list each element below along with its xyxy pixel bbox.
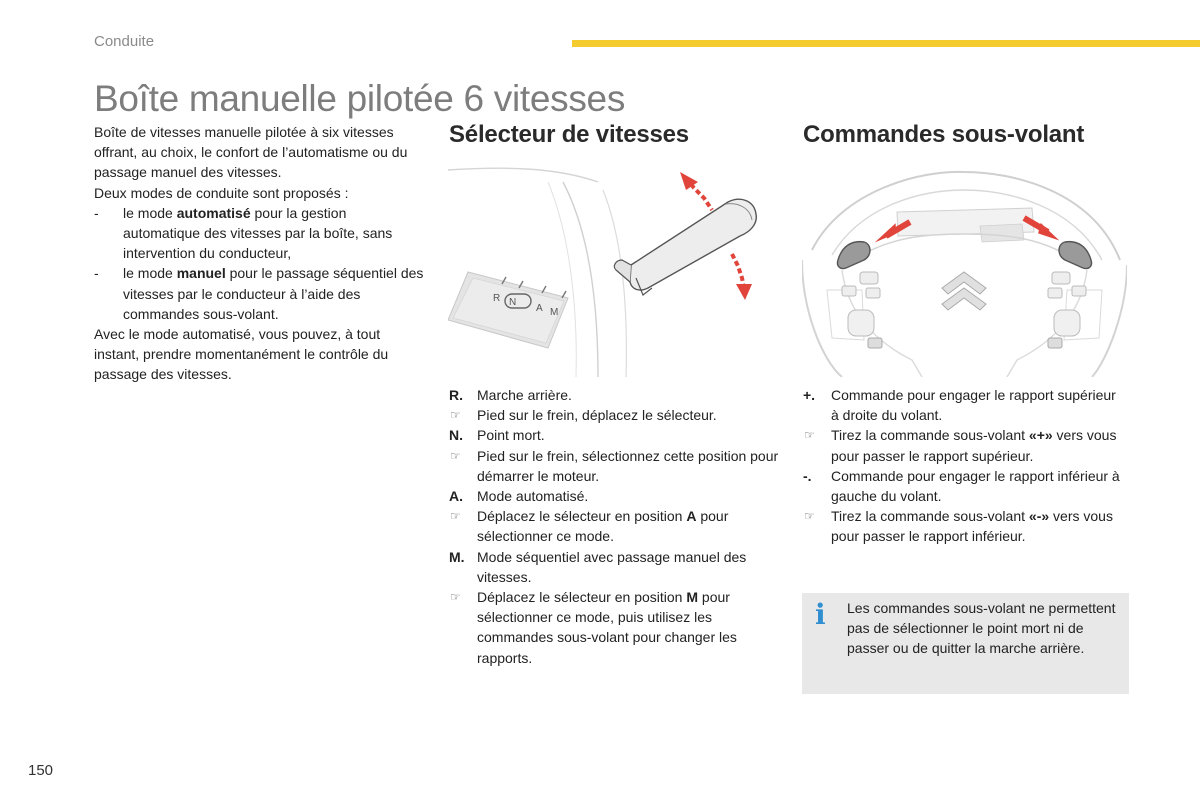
paddles-heading: Commandes sous-volant [803, 121, 1085, 148]
info-box [802, 593, 1129, 694]
definition-row: ☞ Tirez la commande sous-volant «-» vers vous pour passer le rapport inférieur. [803, 506, 1123, 546]
definition-row: A. Mode automatisé. [449, 488, 589, 505]
pointing-hand-icon: ☞ [450, 448, 461, 463]
definition-row: ☞ Déplacez le sélecteur en position M pour sélectionner ce mode, puis utilisez les commandes sous-volant pour changer les rapports. [449, 587, 784, 668]
modes-list [94, 203, 424, 324]
accent-bar [572, 40, 1200, 47]
pointing-hand-icon: ☞ [804, 428, 815, 443]
definition-row: N. Point mort. [449, 427, 545, 444]
page-title: Boîte manuelle pilotée 6 vitesses [94, 78, 626, 119]
page-number: 150 [28, 762, 54, 779]
section-label: Conduite [94, 33, 155, 50]
list-item: - le mode manuel pour le passage séquentiel des vitesses par le conducteur à l’aide des commandes sous-volant. [94, 265, 424, 322]
selector-definitions [449, 385, 784, 668]
pointing-hand-icon: ☞ [450, 590, 461, 605]
intro-paragraph: Boîte de vitesses manuelle pilotée à six vitesses offrant, au choix, le confort de l’automatisme ou du passage manuel des vitesses. [94, 124, 408, 181]
paddles-definitions [803, 385, 1123, 547]
intro-column [94, 122, 424, 385]
definition-row: ☞ Déplacez le sélecteur en position A pour sélectionner ce mode. [449, 506, 784, 546]
definition-row: -. Commande pour engager le rapport inférieur à gauche du volant. [803, 467, 1120, 505]
definition-row: +. Commande pour engager le rapport supérieur à droite du volant. [803, 387, 1116, 424]
definition-row: R. Marche arrière. [449, 387, 572, 403]
selector-heading: Sélecteur de vitesses [449, 121, 689, 148]
definition-row: ☞ Pied sur le frein, sélectionnez cette position pour démarrer le moteur. [449, 446, 784, 486]
steering-wheel-illustration [802, 160, 1127, 377]
gear-letter-m: M [550, 307, 559, 318]
definition-row: ☞ Tirez la commande sous-volant «+» vers vous pour passer le rapport supérieur. [803, 425, 1123, 465]
pointing-hand-icon: ☞ [804, 509, 815, 524]
intro-modes-lead: Deux modes de conduite sont proposés : [94, 184, 349, 201]
gear-selector-illustration [448, 160, 773, 377]
gear-letter-n: N [509, 297, 517, 308]
definition-row: ☞ Pied sur le frein, déplacez le sélecteur. [449, 405, 784, 425]
info-text: Les commandes sous-volant ne permettent pas de sélectionner le point mort ni de passer ou de quitter la marche arrière. [847, 600, 1116, 657]
gear-letter-a: A [536, 303, 543, 314]
intro-closing-paragraph: Avec le mode automatisé, vous pouvez, à tout instant, prendre momentanément le contrôle du passage des vitesses. [94, 326, 389, 383]
gear-letter-r: R [493, 293, 501, 304]
info-icon: i [815, 598, 826, 631]
definition-row: M. Mode séquentiel avec passage manuel des vitesses. [449, 548, 747, 585]
pointing-hand-icon: ☞ [450, 509, 461, 524]
list-item: - le mode automatisé pour la gestion automatique des vitesses par la boîte, sans intervention du conducteur, [94, 204, 393, 262]
pointing-hand-icon: ☞ [450, 408, 461, 423]
